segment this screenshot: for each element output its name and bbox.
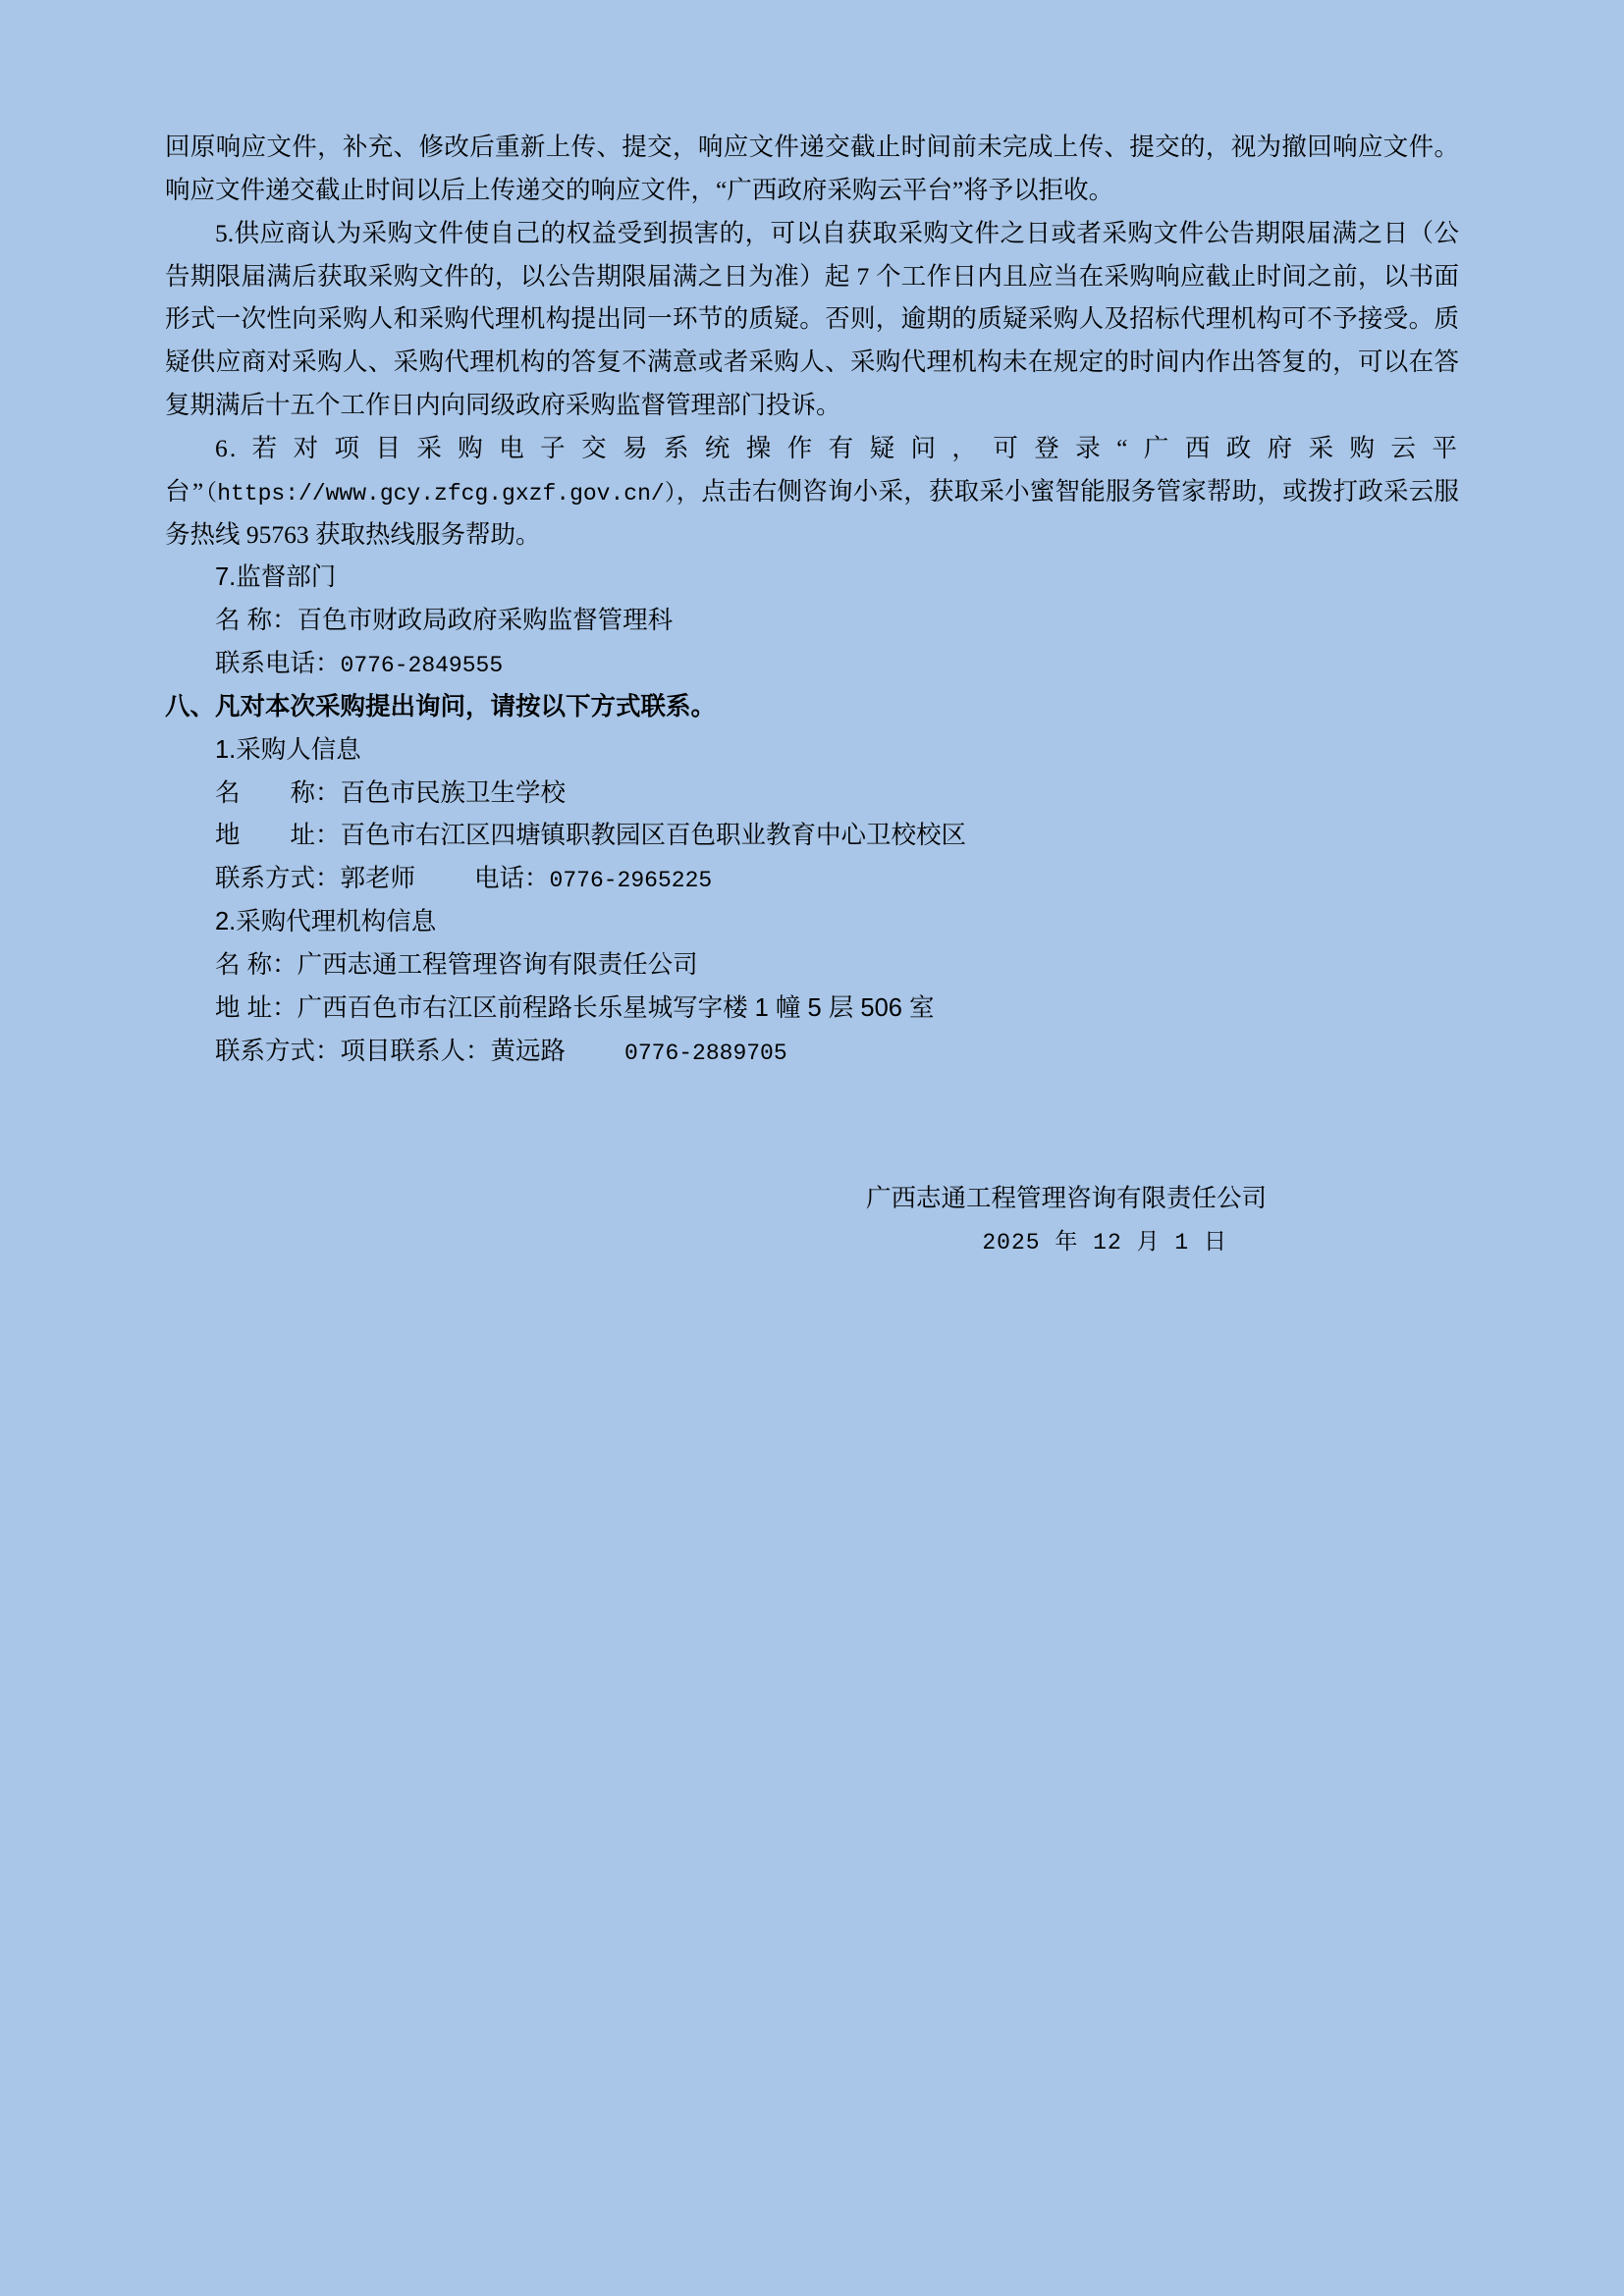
signature-date: 2025 年 12 月 1 日 (982, 1229, 1227, 1255)
sub1-name-value: 百色市民族卫生学校 (340, 778, 567, 807)
paragraph-item-5: 5.供应商认为采购文件使自己的权益受到损害的，可以自获取采购文件之日或者采购文件公告期限届满之日（公告期限届满后获取采购文件的，以公告期限届满之日为准）起 7 个工作日内且应当在采购响应截止时间之前，以书面形式一次性向采购人和采购代理机构提出同一环节的质疑。否则，逾期的质疑采购人及招标代理机构可不予接受。质疑供应商对采购人、采购代理机构的答复不满意或者采购人、采购代理机构未在规定的时间内作出答复的，可以在答复期满后十五个工作日内向同级政府采购监督管理部门投诉。 (165, 218, 1459, 420)
sub1-address-label: 地 址： (215, 822, 341, 850)
sub2-address-value: 广西百色市右江区前程路长乐星城写字楼 1 幢 5 层 506 室 (297, 993, 935, 1022)
paragraph-item-6 (165, 427, 1459, 557)
item-6-url: （https://www.gcy.zfcg.gxzf.gov.cn/） (205, 480, 677, 507)
item-7-phone-label: 联系电话： (215, 650, 341, 677)
sub1-address-value: 百色市右江区四塘镇职教园区百色职业教育中心卫校校区 (340, 822, 967, 850)
section-8-sub1-name (165, 773, 1459, 816)
sub1-name-label: 名 称： (215, 778, 341, 807)
paragraph-continued: 回原响应文件，补充、修改后重新上传、提交，响应文件递交截止时间前未完成上传、提交的，视为撤回响应文件。响应文件递交截止时间以后上传递交的响应文件，“广西政府采购云平台”将予以拒收。 (165, 133, 1459, 204)
item-7-phone-value: 0776-2849555 (340, 653, 504, 678)
signature-block (165, 1176, 1459, 1264)
section-8-heading: 八、凡对本次采购提出询问，请按以下方式联系。 (165, 692, 717, 721)
sub2-contact-label: 联系方式： (215, 1037, 341, 1065)
sub2-contact-value: 项目联系人：黄远路 (340, 1037, 567, 1065)
signature-company: 广西志通工程管理咨询有限责任公司 (865, 1184, 1267, 1212)
paragraph-item-7-phone (165, 643, 1459, 686)
section-8-sub2-name (165, 944, 1459, 988)
sub2-name-label: 名 称： (215, 951, 298, 980)
section-8-sub1-contact (165, 858, 1459, 901)
sub1-phone-value: 0776-2965225 (549, 868, 713, 894)
section-8-sub2-address (165, 988, 1459, 1031)
item-7-name-value: 百色市财政局政府采购监督管理科 (297, 607, 674, 635)
document-body (165, 126, 1459, 1263)
sub1-phone-label: 电话： (474, 865, 550, 893)
sub1-contact-value: 郭老师 (340, 865, 416, 893)
paragraph-item-7-name (165, 600, 1459, 643)
item-7-name-label: 名 称： (215, 607, 298, 635)
item-6-text-part2: ，点击右侧咨询小采，获取采小蜜智能服务管家帮助，或拨打政采云服务热线 95763 获取热线服务帮助。 (165, 476, 1459, 550)
sub1-contact-label: 联系方式： (215, 865, 341, 893)
sub2-phone-value: 0776-2889705 (624, 1040, 787, 1066)
section-8-sub1-address (165, 815, 1459, 858)
section-8-sub1-title: 1.采购人信息 (215, 735, 361, 764)
sub2-name-value: 广西志通工程管理咨询有限责任公司 (297, 951, 698, 980)
paragraph-item-7-title: 7.监督部门 (215, 563, 337, 592)
item-6-text-part1: 6.若对项目采购电子交易系统操作有疑问，可登录“广西政府采购云平台” (165, 434, 1459, 506)
section-8-sub2-contact (165, 1031, 1459, 1074)
sub2-address-label: 地 址： (215, 993, 298, 1022)
section-8-sub2-title: 2.采购代理机构信息 (215, 908, 437, 936)
